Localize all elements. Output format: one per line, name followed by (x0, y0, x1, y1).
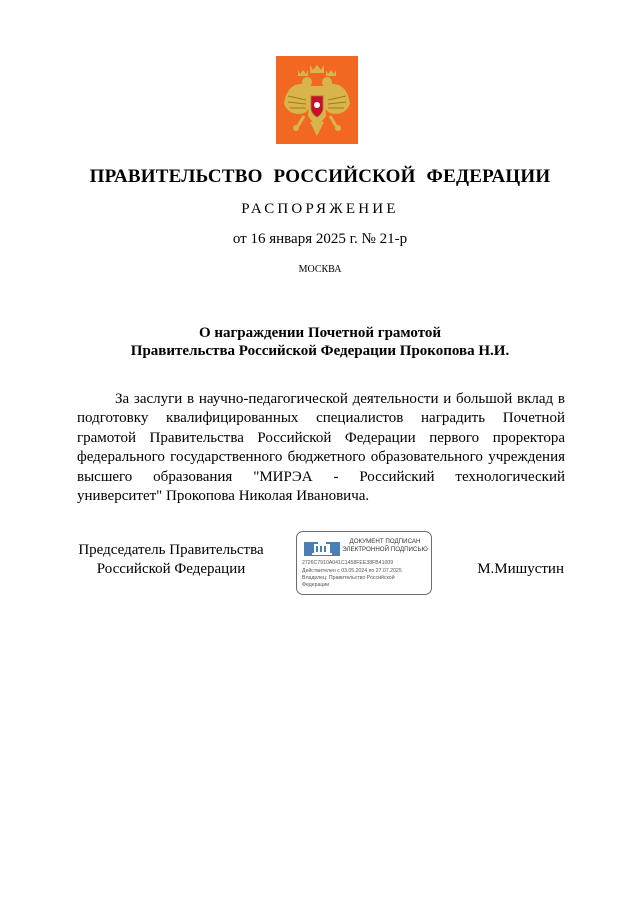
government-building-icon (304, 538, 340, 556)
stamp-heading-line-2: ЭЛЕКТРОННОЙ ПОДПИСЬЮ (342, 546, 428, 553)
stamp-certificate: 2726C7910A041C1458FEE38FB41009 (302, 560, 394, 566)
signer-name: М.Мишустин (477, 561, 564, 577)
signer-position (60, 541, 282, 579)
subject-line-1: О награждении Почетной грамотой (198, 325, 442, 341)
document-city: МОСКВА (298, 264, 342, 275)
signer-position-line-2: Российской Федерации (96, 561, 246, 577)
document-body-paragraph: За заслуги в научно-педагогической деятельности и большой вклад в подготовку квалифицированных специалистов наградить Почетной грамотой Правительства Российской Федерации первого проректора федерального государственного бюджетного образовательного учреждения высшего образования "МИРЭА - Российский технологический университет" Прокопова Николая Ивановича. (77, 391, 565, 505)
stamp-heading (341, 538, 429, 554)
stamp-validity: Действителен с 03.05.2024 по 27.07.2025 (302, 568, 402, 574)
government-title: ПРАВИТЕЛЬСТВО РОССИЙСКОЙ ФЕДЕРАЦИИ (89, 166, 551, 187)
subject-line-2: Правительства Российской Федерации Прокопова Н.И. (130, 343, 510, 359)
signer-position-line-1: Председатель Правительства (78, 542, 264, 558)
document-type: РАСПОРЯЖЕНИЕ (241, 201, 399, 217)
document-date-number: от 16 января 2025 г. № 21-р (232, 231, 408, 247)
stamp-heading-line-1: ДОКУМЕНТ ПОДПИСАН (349, 538, 421, 545)
electronic-signature-stamp (296, 531, 432, 595)
russian-coat-of-arms-icon (276, 56, 358, 144)
stamp-owner: Владелец: Правительство Российской Федерации (302, 575, 395, 588)
document-subject (60, 324, 580, 360)
